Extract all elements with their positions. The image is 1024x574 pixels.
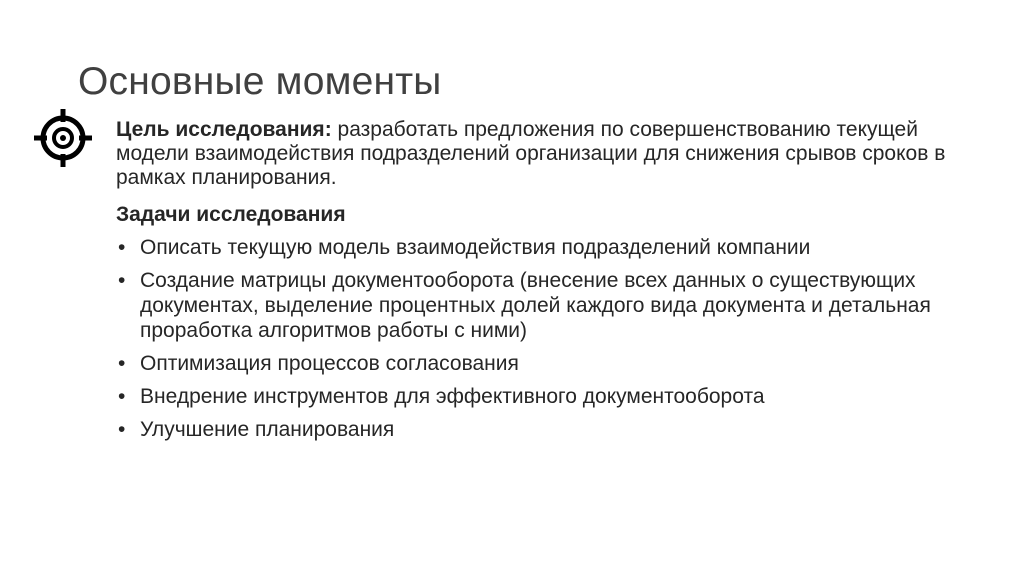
research-goal-text: разработать предложения по совершенствованию текущей модели взаимодействия подразделений организации для снижения срывов сроков в рамках планирования. <box>116 118 946 189</box>
task-text: Улучшение планирования <box>140 418 395 441</box>
slide-title: Основные моменты <box>78 60 442 103</box>
bullet-icon: • <box>118 352 126 375</box>
target-icon <box>33 108 93 168</box>
list-item <box>116 417 996 442</box>
bullet-icon: • <box>118 385 126 408</box>
bullet-icon: • <box>118 269 126 292</box>
list-item <box>116 235 996 260</box>
slide-content <box>116 118 996 450</box>
task-text: Оптимизация процессов согласования <box>140 352 519 375</box>
task-text: Описать текущую модель взаимодействия подразделений компании <box>140 236 811 259</box>
task-text: Внедрение инструментов для эффективного документооборота <box>140 385 765 408</box>
list-item <box>116 268 996 343</box>
research-goal-label: Цель исследования: <box>116 118 332 141</box>
tasks-list <box>116 235 996 442</box>
bullet-icon: • <box>118 236 126 259</box>
research-goal <box>116 118 996 190</box>
list-item <box>116 384 996 409</box>
tasks-heading: Задачи исследования <box>116 203 346 226</box>
bullet-icon: • <box>118 418 126 441</box>
list-item <box>116 351 996 376</box>
task-text: Создание матрицы документооборота (внесение всех данных о существующих документах, выделение процентных долей каждого вида документа и детальная проработка алгоритмов работы с ними) <box>140 269 931 342</box>
